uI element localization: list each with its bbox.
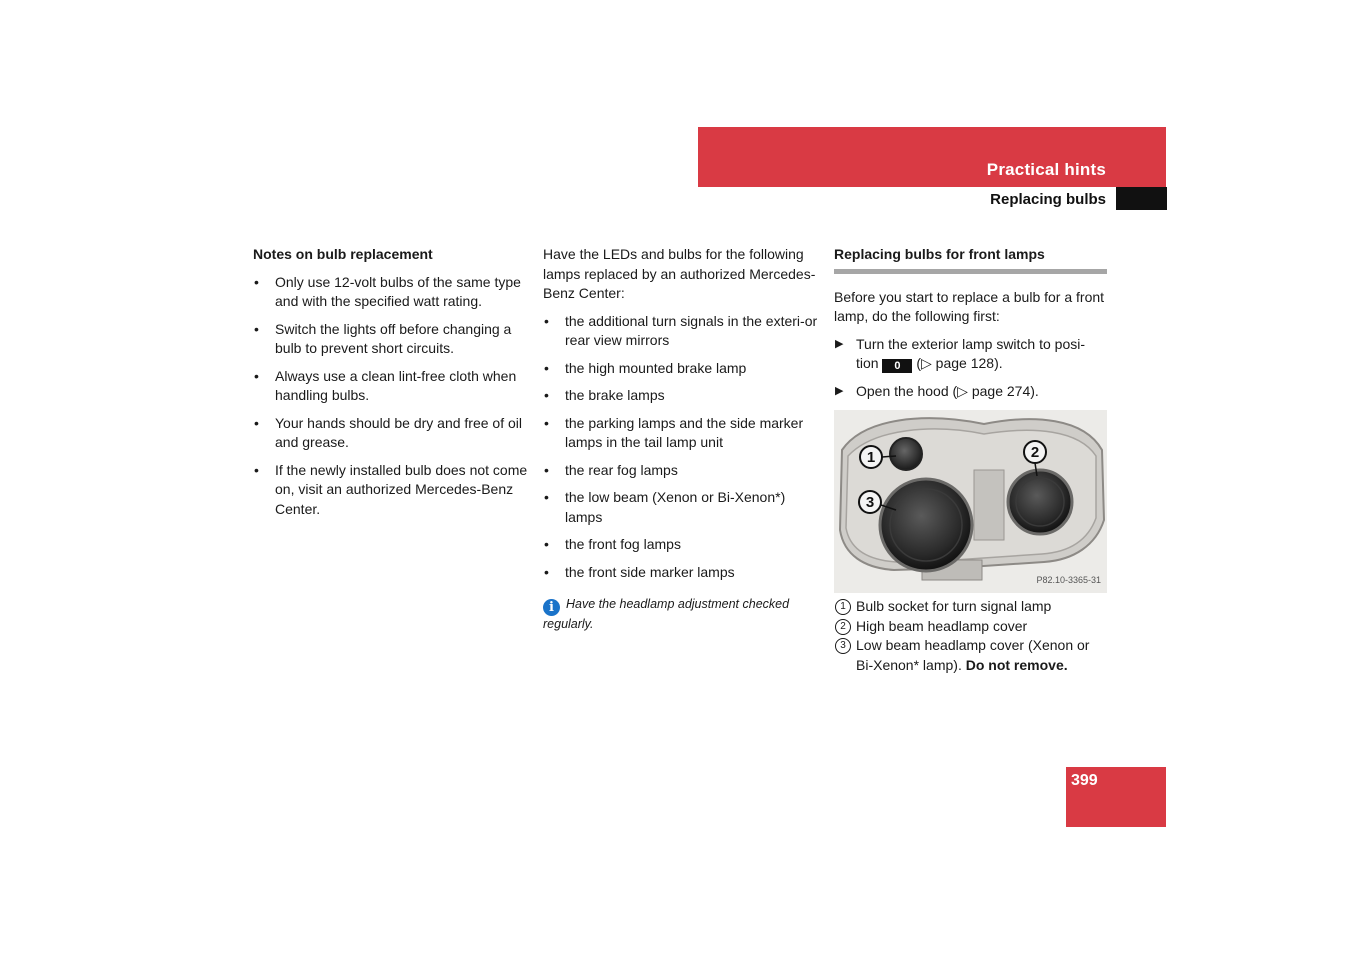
bullet-icon: • bbox=[544, 387, 549, 403]
legend-item: 3 Low beam headlamp cover (Xenon or Bi-Xenon* lamp). Do not remove. bbox=[834, 636, 1107, 675]
legend-item: 2 High beam headlamp cover bbox=[834, 617, 1107, 637]
bullet-icon: • bbox=[254, 273, 259, 290]
legend-number: 3 bbox=[835, 638, 851, 654]
list-item: • the front fog lamps bbox=[543, 535, 823, 555]
list-item: • Switch the lights off before changing a bulb to prevent short circuits. bbox=[254, 320, 512, 356]
bullet-icon: • bbox=[544, 536, 549, 552]
bullet-icon: • bbox=[254, 320, 259, 337]
bullet-icon: • bbox=[544, 359, 549, 376]
list-item: • Only use 12-volt bulbs of the same type and with the specified watt rating. bbox=[254, 273, 521, 309]
thumb-tab-marker bbox=[1116, 187, 1167, 210]
list-item: • the front side marker lamps bbox=[543, 563, 823, 583]
list-item: • Always use a clean lint-free cloth when handling bulbs. bbox=[254, 367, 517, 403]
front-lamps-column bbox=[834, 245, 1107, 675]
legend-number: 1 bbox=[835, 599, 851, 615]
section-subtitle: Replacing bulbs bbox=[990, 191, 1106, 208]
legend-item: 1 Bulb socket for turn signal lamp bbox=[834, 597, 1107, 617]
info-text: Have the headlamp adjustment checked regularly. bbox=[543, 597, 790, 631]
info-note bbox=[543, 596, 823, 633]
list-item: • the low beam (Xenon or Bi-Xenon*) lamps bbox=[544, 489, 786, 525]
callout-2: 2 bbox=[1030, 444, 1040, 461]
bullet-icon: • bbox=[254, 461, 259, 478]
list-item: • the additional turn signals in the exteri-or rear view mirrors bbox=[544, 312, 818, 348]
bullet-icon: • bbox=[544, 414, 549, 431]
front-lamps-heading: Replacing bulbs for front lamps bbox=[834, 245, 1107, 274]
bullet-icon: • bbox=[254, 414, 259, 431]
headlamp-illustration bbox=[834, 410, 1107, 593]
bullet-icon: • bbox=[544, 312, 549, 329]
callout-3: 3 bbox=[865, 494, 875, 511]
switch-position-key: 0 bbox=[882, 359, 912, 373]
service-intro: Have the LEDs and bulbs for the following lamps replaced by an authorized Mercedes-Benz Center: bbox=[543, 246, 816, 301]
list-item: • Your hands should be dry and free of oil and grease. bbox=[254, 414, 522, 450]
service-lamps-column bbox=[543, 245, 823, 633]
bullet-icon: • bbox=[254, 367, 259, 384]
list-item: • the parking lamps and the side marker lamps in the tail lamp unit bbox=[544, 414, 804, 450]
page-number: 399 bbox=[1071, 772, 1098, 789]
bullet-icon: • bbox=[544, 461, 549, 478]
callout-1: 1 bbox=[866, 449, 876, 466]
service-lamps-list bbox=[543, 312, 823, 583]
step-item: ▶ Open the hood (▷ page 274). bbox=[834, 382, 1107, 402]
legend-number: 2 bbox=[835, 619, 851, 635]
front-lamps-intro: Before you start to replace a bulb for a front lamp, do the following first: bbox=[834, 288, 1105, 324]
info-icon: i bbox=[543, 599, 560, 616]
step-arrow-icon: ▶ bbox=[835, 337, 844, 350]
notes-heading: Notes on bulb replacement bbox=[253, 246, 433, 262]
figure-legend bbox=[834, 597, 1107, 675]
bullet-icon: • bbox=[544, 489, 549, 505]
list-item: • the high mounted brake lamp bbox=[543, 359, 823, 379]
list-item: • the rear fog lamps bbox=[543, 461, 823, 481]
headlamp-figure bbox=[834, 410, 1107, 593]
step-item: ▶ Turn the exterior lamp switch to posi-tion 0 (▷ page 128). bbox=[835, 335, 1086, 372]
section-title: Practical hints bbox=[986, 160, 1106, 179]
step-arrow-icon: ▶ bbox=[835, 384, 844, 397]
steps-list bbox=[834, 335, 1107, 402]
notes-list bbox=[253, 273, 528, 520]
warning-text: Do not remove. bbox=[965, 656, 1068, 673]
list-item: • If the newly installed bulb does not come on, visit an authorized Mercedes-Benz Center. bbox=[254, 461, 528, 517]
bullet-icon: • bbox=[544, 563, 549, 580]
list-item: • the brake lamps bbox=[543, 386, 823, 406]
bulb-notes-column bbox=[253, 245, 528, 519]
figure-code: P82.10-3365-31 bbox=[1036, 574, 1101, 585]
